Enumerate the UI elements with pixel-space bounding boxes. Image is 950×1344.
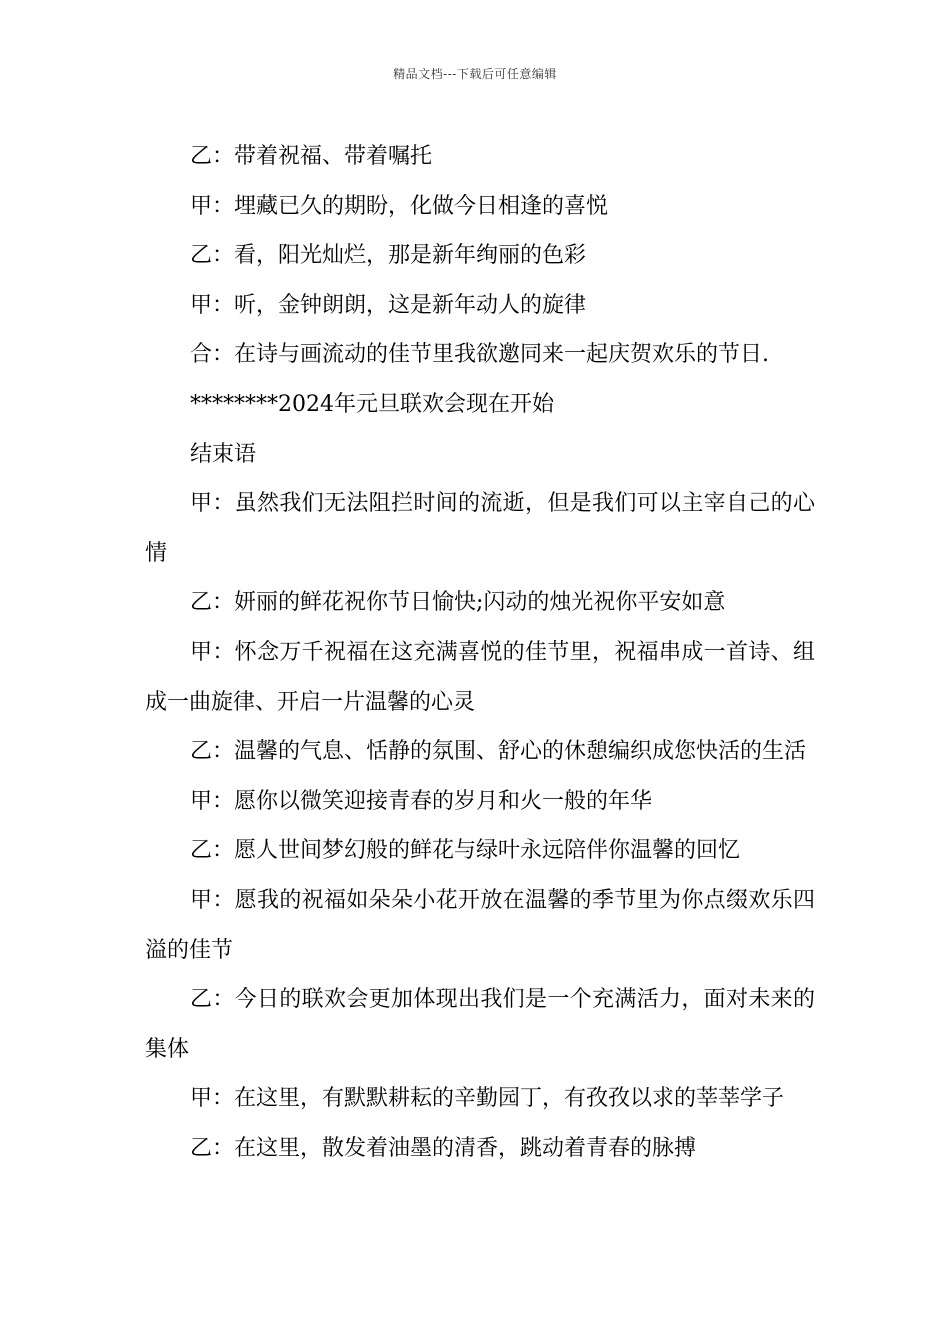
paragraph: 合：在诗与画流动的佳节里我欲邀同来一起庆贺欢乐的节日.: [190, 342, 769, 368]
paragraph: 乙：愿人世间梦幻般的鲜花与绿叶永远陪伴你温馨的回忆: [190, 838, 741, 864]
paragraph: 甲：在这里，有默默耕耘的辛勤园丁，有孜孜以求的莘莘学子: [190, 1086, 785, 1112]
paragraph: 乙：带着祝福、带着嘱托: [190, 144, 433, 169]
paragraph: 甲：怀念万千祝福在这充满喜悦的佳节里，祝福串成一首诗、组成一曲旋律、开启一片温馨的心灵: [145, 639, 815, 715]
paragraph: 乙：在这里，散发着油墨的清香，跳动着青春的脉搏: [190, 1135, 697, 1161]
paragraph: 乙：妍丽的鲜花祝你节日愉快;闪动的烛光祝你平安如意: [190, 590, 726, 616]
paragraph: 乙：看，阳光灿烂，那是新年绚丽的色彩: [190, 243, 587, 269]
paragraph: 乙：温馨的气息、恬静的氛围、舒心的休憩编织成您快活的生活: [190, 739, 807, 765]
paragraph: 甲：愿我的祝福如朵朵小花开放在温馨的季节里为你点缀欢乐四溢的佳节: [145, 887, 815, 963]
paragraph: 甲：埋藏已久的期盼，化做今日相逢的喜悦: [190, 193, 609, 219]
paragraph: 甲：虽然我们无法阻拦时间的流逝，但是我们可以主宰自己的心情: [145, 491, 815, 566]
paragraph: ********2024年元旦联欢会现在开始: [190, 391, 554, 417]
paragraph: 乙：今日的联欢会更加体现出我们是一个充满活力，面对未来的集体: [145, 987, 815, 1062]
document-body: [145, 132, 815, 1173]
section-heading: 结束语: [190, 441, 257, 467]
paragraph: 甲：听，金钟朗朗，这是新年动人的旋律: [190, 292, 587, 318]
paragraph: 甲：愿你以微笑迎接青春的岁月和火一般的年华: [190, 788, 653, 814]
page-header: 精品文档---下载后可任意编辑: [393, 67, 557, 81]
